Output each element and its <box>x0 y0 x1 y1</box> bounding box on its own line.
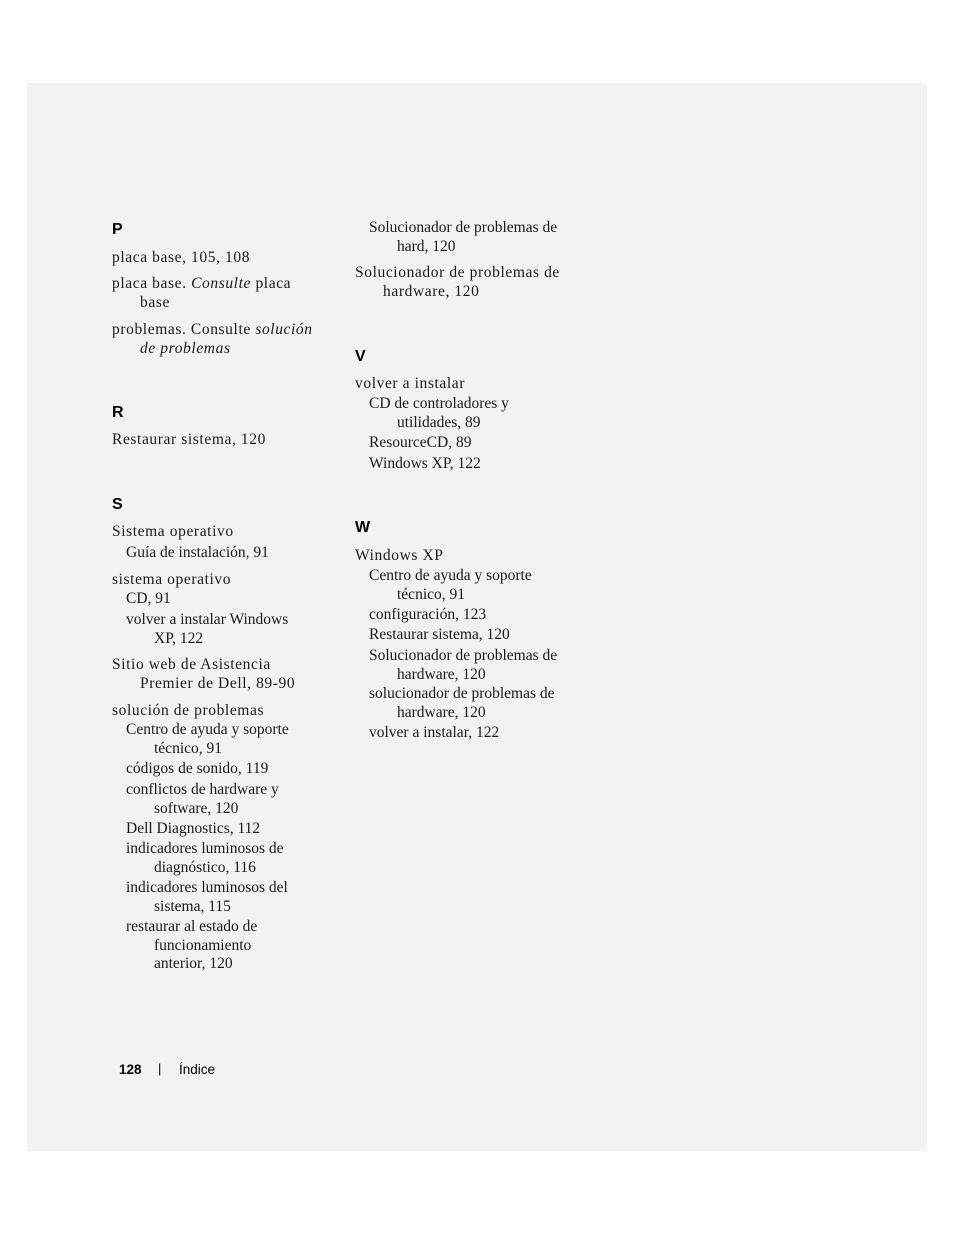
index-letter-w: W <box>355 519 371 536</box>
index-subentry: Solucionador de problemas de hard, 120 <box>369 219 558 255</box>
index-entry: solución de problemas <box>112 702 265 719</box>
index-subentry: Guía de instalación, 91 <box>126 544 269 561</box>
index-entry: Solucionador de problemas de hardware, 120 <box>355 264 560 300</box>
index-entry: sistema operativo <box>112 571 232 588</box>
index-subentry: CD, 91 <box>126 590 171 607</box>
index-entry: placa base. Consulte placa base <box>112 275 292 311</box>
index-letter-s: S <box>112 496 123 513</box>
index-entry: volver a instalar <box>355 375 466 392</box>
index-entry: Sitio web de Asistencia Premier de Dell, 89-90 <box>112 656 296 692</box>
index-subentry: ResourceCD, 89 <box>369 434 472 451</box>
index-subentry: volver a instalar, 122 <box>369 724 500 741</box>
index-subentry: indicadores luminosos del sistema, 115 <box>126 879 288 915</box>
footer-separator: | <box>158 1061 162 1076</box>
index-subentry: solucionador de problemas de hardware, 120 <box>369 685 555 721</box>
index-subentry: Windows XP, 122 <box>369 455 481 472</box>
page-number: 128 <box>119 1062 142 1077</box>
index-letter-v: V <box>355 348 366 365</box>
index-entry: placa base, 105, 108 <box>112 249 251 266</box>
index-subentry: volver a instalar Windows XP, 122 <box>126 611 289 647</box>
index-subentry: indicadores luminosos de diagnóstico, 116 <box>126 840 284 876</box>
index-subentry: configuración, 123 <box>369 606 487 623</box>
index-subentry: CD de controladores y utilidades, 89 <box>369 395 509 431</box>
index-letter-p: P <box>112 221 123 238</box>
index-subentry: Dell Diagnostics, 112 <box>126 820 261 837</box>
index-subentry: Centro de ayuda y soporte técnico, 91 <box>369 567 532 603</box>
index-entry: Windows XP <box>355 547 444 564</box>
index-entry: problemas. Consulte solución de problemas <box>112 321 313 357</box>
footer-section-title: Índice <box>179 1062 216 1077</box>
index-subentry: Solucionador de problemas de hardware, 120 <box>369 647 558 683</box>
document-page <box>27 83 927 1151</box>
index-subentry: restaurar al estado de funcionamiento anterior, 120 <box>126 918 258 973</box>
index-subentry: Restaurar sistema, 120 <box>369 626 510 643</box>
index-subentry: Centro de ayuda y soporte técnico, 91 <box>126 721 289 757</box>
index-subentry: conflictos de hardware y software, 120 <box>126 781 279 817</box>
index-letter-r: R <box>112 404 124 421</box>
index-subentry: códigos de sonido, 119 <box>126 760 269 777</box>
index-entry: Restaurar sistema, 120 <box>112 431 266 448</box>
index-entry: Sistema operativo <box>112 523 234 540</box>
